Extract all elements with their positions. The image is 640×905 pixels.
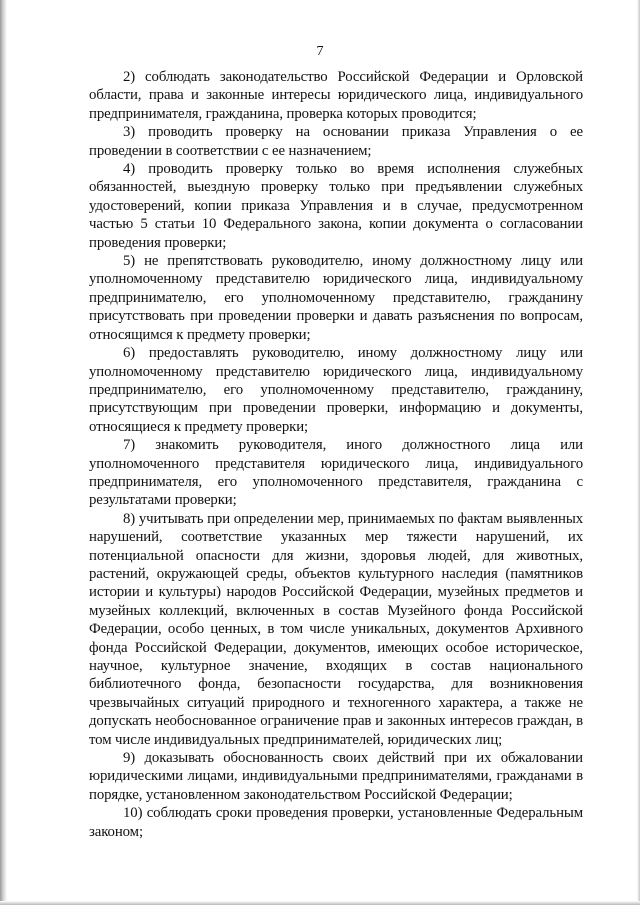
paragraph-item-2: 2) соблюдать законодательство Российской Федерации и Орловской области, права и законные интересы юридического лица, индивидуального предпринимателя, гражданина, проверка которых проводится; [89,69,583,122]
paragraph-item-7: 7) знакомить руководителя, иного должностного лица или уполномоченного представителя юридического лица, индивидуального предпринимателя, его уполномоченного представителя, гражданина с результатами проверки; [89,437,583,509]
paragraph-item-10: 10) соблюдать сроки проведения проверки, установленные Федеральным законом; [89,805,583,840]
paragraph-item-8: 8) учитывать при определении мер, принимаемых по фактам выявленных нарушений, соответствие указанных мер тяжести нарушений, их потенциальной опасности для жизни, здоровья людей, для животных, растений, окружающей среды, объектов культурного наследия (памятников истории и культуры) народов Российской Федерации, музейных предметов и музейных коллекций, включенных в состав Музейного фонда Российской Федерации, особо ценных, в том числе уникальных, документов Архивного фонда Российской Федерации, документов, имеющих особое историческое, научное, культурное значение, входящих в состав национального библиотечного фонда, безопасности государства, для возникновения чрезвычайных ситуаций природного и техногенного характера, а также не допускать необоснованное ограничение прав и законных интересов граждан, в том числе индивидуальных предпринимателей, юридических лиц; [89,510,583,748]
document-body [89,68,583,841]
paragraph-item-4: 4) проводить проверку только во время исполнения служебных обязанностей, выездную проверку только при предъявлении служебных удостоверений, копии приказа Управления и в случае, предусмотренном частью 5 статьи 10 Федерального закона, копии документа о согласовании проведения проверки; [89,161,583,251]
scan-edge-left [0,0,7,905]
paragraph-item-3: 3) проводить проверку на основании приказа Управления о ее проведении в соответствии с ее назначением; [89,124,583,159]
paragraph-item-9: 9) доказывать обоснованность своих действий при их обжаловании юридическими лицами, индивидуальными предпринимателями, гражданами в порядке, установленном законодательством Российской Федерации; [89,750,583,803]
paragraph-item-6: 6) предоставлять руководителю, иному должностному лицу или уполномоченному представителю юридического лица, индивидуальному предпринимателю, его уполномоченному представителю, гражданину, присутствующим при проведении проверки, информацию и документы, относящиеся к предмету проверки; [89,345,583,435]
scan-edge-bottom [0,901,640,905]
paragraph-item-5: 5) не препятствовать руководителю, иному должностному лицу или уполномоченному представителю юридического лица, индивидуальному предпринимателю, его уполномоченному представителю, гражданину присутствовать при проведении проверки и давать разъяснения по вопросам, относящимся к предмету проверки; [89,253,583,343]
page-number: 7 [316,44,324,59]
